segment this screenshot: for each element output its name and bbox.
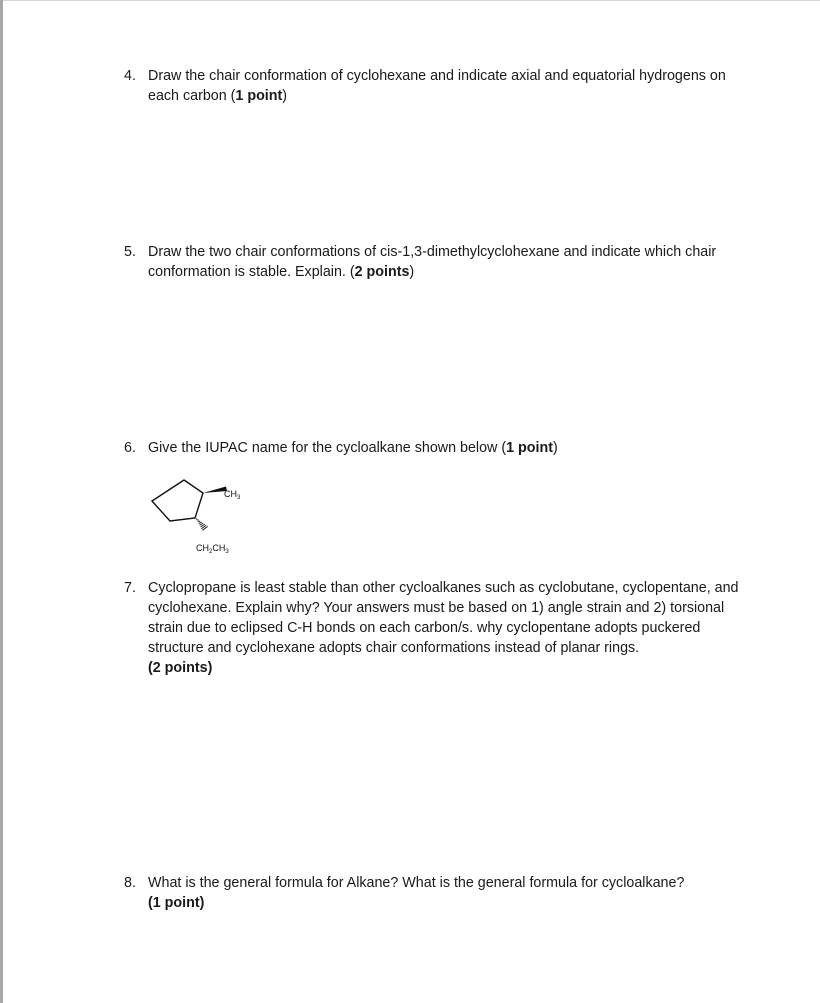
points-label: 1 point bbox=[235, 88, 283, 104]
left-border bbox=[0, 0, 3, 1003]
question-text: Draw the chair conformation of cyclohexane and indicate axial and equatorial hydrogens on each carbon (1 point) bbox=[148, 68, 726, 104]
points-label: 2 points bbox=[354, 264, 410, 280]
question-text: Cyclopropane is least stable than other cycloalkanes such as cyclobutane, cyclopentane, and cyclohexane. Explain why? Your answers must be based on 1) angle strain and 2) torsional strain due to eclipsed C-H bonds on each carbon/s. why cyclopentane adopts puckered structure and cyclohexane adopts chair conformations instead of planar rings. (2 points) bbox=[148, 580, 739, 676]
methyl-label: $CH_3$ bbox=[224, 489, 241, 501]
cyclopentane-ring bbox=[152, 480, 203, 521]
question-number: 8. bbox=[124, 875, 136, 891]
question-text: Give the IUPAC name for the cycloalkane shown below (1 point) bbox=[148, 440, 558, 456]
points-label: 1 point bbox=[506, 440, 553, 456]
question-5 bbox=[124, 242, 744, 282]
question-6 bbox=[124, 438, 744, 458]
question-4 bbox=[124, 66, 744, 106]
points-label: (2 points) bbox=[148, 660, 213, 676]
question-number: 6. bbox=[124, 440, 136, 456]
question-number: 4. bbox=[124, 68, 136, 84]
question-text: What is the general formula for Alkane? What is the general formula for cycloalkane? (1 point) bbox=[148, 875, 685, 911]
hashed-bond bbox=[196, 519, 208, 531]
cyclopentane-structure bbox=[140, 470, 280, 565]
question-7 bbox=[124, 578, 744, 678]
top-border bbox=[0, 0, 820, 1]
question-8 bbox=[124, 873, 744, 913]
question-number: 7. bbox=[124, 580, 136, 596]
points-label: (1 point) bbox=[148, 895, 205, 911]
question-text: Draw the two chair conformations of cis-1,3-dimethylcyclohexane and indicate which chair conformation is stable. Explain. (2 points) bbox=[148, 244, 717, 280]
ethyl-label: $CH_2CH_3$ bbox=[196, 543, 229, 555]
question-number: 5. bbox=[124, 244, 136, 260]
